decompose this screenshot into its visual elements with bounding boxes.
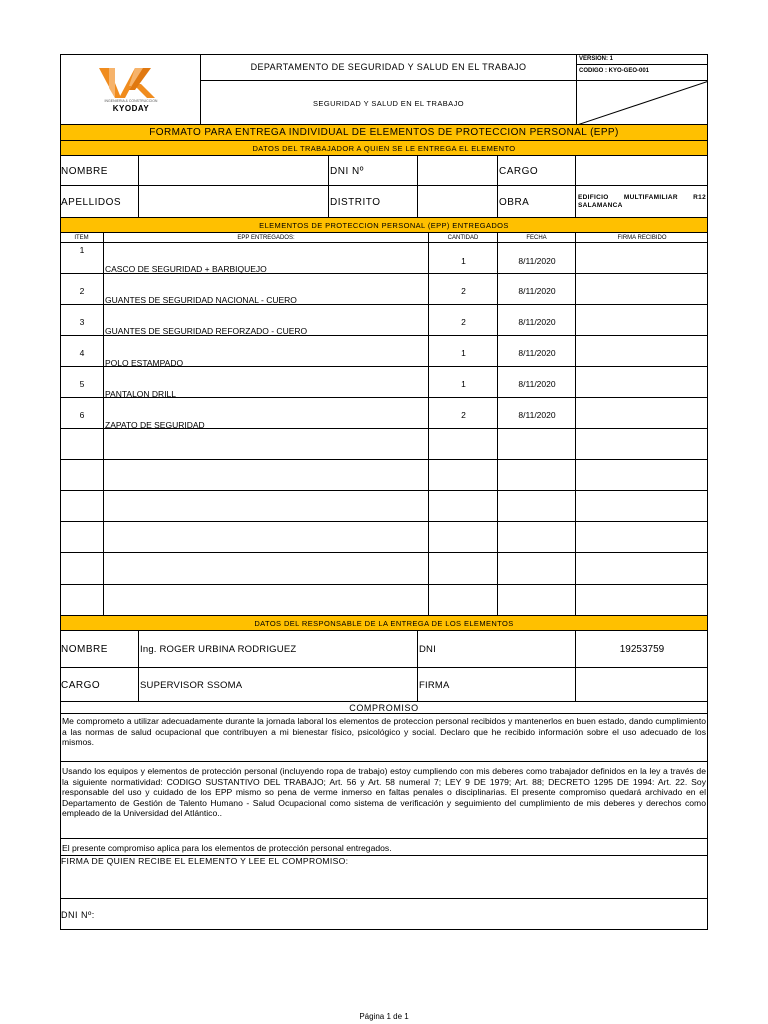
col-firma: FIRMA RECIBIDO <box>617 235 667 241</box>
col-fecha: FECHA <box>498 233 576 243</box>
row-signature[interactable] <box>576 305 708 336</box>
nombre-label: NOMBRE <box>60 156 139 186</box>
table-row <box>60 460 708 491</box>
page-number: Página 1 de 1 <box>359 1012 409 1021</box>
resp-cargo-label: CARGO <box>60 668 139 702</box>
row-desc: ZAPATO DE SEGURIDAD <box>105 420 205 430</box>
row-desc: POLO ESTAMPADO <box>105 358 184 368</box>
row-item: 4 <box>79 348 85 358</box>
col-epp: EPP ENTREGADOS: <box>104 233 429 243</box>
row-date: 8/11/2020 <box>518 348 556 358</box>
compromiso-paragraph-3: El presente compromiso aplica para los elementos de protección personal entregados. <box>62 843 392 853</box>
firma-recibe-field[interactable] <box>60 868 708 898</box>
row-item: 6 <box>79 410 85 420</box>
compromiso-paragraph-2: Usando los equipos y elementos de protección personal (incluyendo ropa de trabajo) estoy cumpliendo con mis deberes como trabajador definidos en la ley a través de la siguiente normatividad: CODIGO SUSTANTIVO DEL TRABAJO; Art. 56 y Art. 58 numeral 7; LEY 9 DE 1979; Art. 88; DECRETO 1295 DE 1994: Art. 22. Soy responsable del uso y cuidado de los EPP mismo so pena de verme inmerso en faltas penales o disciplinarias. El presente compromiso quedará archivado en el Departamento de Gestión de Talento Humano - Salud Ocupacional como sistema de verificación y seguimiento del cumplimiento de mis deberes y derechos como empleado de la Universidad del Atlántico.. <box>62 766 706 818</box>
row-signature[interactable] <box>576 398 708 429</box>
row-item: 3 <box>79 317 85 327</box>
row-item: 5 <box>79 379 85 389</box>
dni-label: DNI Nº <box>329 156 418 186</box>
responsible-section-title: DATOS DEL RESPONSABLE DE LA ENTREGA DE LOS ELEMENTOS <box>60 616 708 631</box>
firma-recibe-label: FIRMA DE QUIEN RECIBE EL ELEMENTO Y LEE EL COMPROMISO: <box>61 856 349 866</box>
resp-cargo-value: SUPERVISOR SSOMA <box>139 668 418 702</box>
distrito-field[interactable] <box>418 186 498 218</box>
diagonal-cell <box>576 81 708 125</box>
department-title: DEPARTAMENTO DE SEGURIDAD Y SALUD EN EL TRABAJO <box>201 54 576 81</box>
row-signature[interactable] <box>576 243 708 274</box>
row-date: 8/11/2020 <box>518 410 556 420</box>
dni-field[interactable] <box>418 156 498 186</box>
version-label: VERSION: 1 <box>576 54 708 65</box>
resp-dni-value: 19253759 <box>619 644 665 655</box>
table-row <box>60 553 708 585</box>
row-desc: PANTALON DRILL <box>105 389 177 399</box>
distrito-label: DISTRITO <box>329 186 418 218</box>
logo-text: KYODAY <box>112 104 150 113</box>
row-item: 1 <box>79 245 85 255</box>
dni-recibe-label: DNI Nº: <box>61 909 95 920</box>
worker-section-title: DATOS DEL TRABAJADOR A QUIEN SE LE ENTREGA EL ELEMENTO <box>60 141 708 156</box>
row-qty: 2 <box>461 317 466 327</box>
row-signature[interactable] <box>576 336 708 367</box>
dni-recibe-field[interactable] <box>180 899 708 930</box>
compromiso-paragraph-1: Me comprometo a utilizar adecuadamente durante la jornada laboral los elementos de proteccion personal recibidos y mantenerlos en buen estado, dando cumplimiento a las normas de salud ocupacional que contribuyen a mi bienestar físico, psicológico y social. Declaro que he recibido información sobre el uso adecuado de los mismos. <box>62 716 706 747</box>
obra-field[interactable] <box>576 186 708 218</box>
row-desc: GUANTES DE SEGURIDAD REFORZADO - CUERO <box>105 326 308 336</box>
col-cantidad: CANTIDAD <box>429 233 498 243</box>
row-qty: 1 <box>461 256 466 266</box>
logo-subtext: INGENIERIA & CONSTRUCCION <box>104 99 158 103</box>
table-row <box>60 429 708 460</box>
row-desc: CASCO DE SEGURIDAD + BARBIQUEJO <box>105 264 267 274</box>
row-qty: 1 <box>461 348 466 358</box>
row-date: 8/11/2020 <box>518 379 556 389</box>
subtitle: SEGURIDAD Y SALUD EN EL TRABAJO <box>313 98 464 108</box>
divider <box>60 838 708 839</box>
resp-firma-label: FIRMA <box>418 668 576 702</box>
row-date: 8/11/2020 <box>518 317 556 327</box>
cargo-field[interactable] <box>576 156 708 186</box>
form-title: FORMATO PARA ENTREGA INDIVIDUAL DE ELEMENTOS DE PROTECCION PERSONAL (EPP) <box>60 125 708 141</box>
row-item: 2 <box>79 286 85 296</box>
table-row <box>60 491 708 522</box>
divider <box>60 761 708 762</box>
row-qty: 2 <box>461 286 466 296</box>
apellidos-label: APELLIDOS <box>60 186 139 218</box>
logo-cell <box>60 54 201 125</box>
obra-label: OBRA <box>498 186 576 218</box>
nombre-field[interactable] <box>139 156 329 186</box>
row-date: 8/11/2020 <box>518 256 556 266</box>
compromiso-title: COMPROMISO <box>60 702 708 714</box>
row-date: 8/11/2020 <box>518 286 556 296</box>
resp-nombre-label: NOMBRE <box>60 631 139 668</box>
row-signature[interactable] <box>576 367 708 398</box>
table-row <box>60 522 708 553</box>
code-label: CODIGO : KYO-GEO-001 <box>576 65 708 81</box>
resp-nombre-value: Ing. ROGER URBINA RODRIGUEZ <box>139 631 418 668</box>
col-item: ITEM <box>60 233 104 243</box>
row-desc: GUANTES DE SEGURIDAD NACIONAL - CUERO <box>105 295 297 305</box>
resp-dni-label: DNI <box>418 631 576 668</box>
resp-firma-field[interactable] <box>576 668 708 702</box>
row-signature[interactable] <box>576 274 708 305</box>
cargo-label: CARGO <box>498 156 576 186</box>
row-qty: 2 <box>461 410 466 420</box>
row-qty: 1 <box>461 379 466 389</box>
apellidos-field[interactable] <box>139 186 329 218</box>
epp-section-title: ELEMENTOS DE PROTECCION PERSONAL (EPP) ENTREGADOS <box>60 218 708 233</box>
obra-value: EDIFICIO MULTIFAMILIAR R12 SALAMANCA <box>578 194 706 209</box>
